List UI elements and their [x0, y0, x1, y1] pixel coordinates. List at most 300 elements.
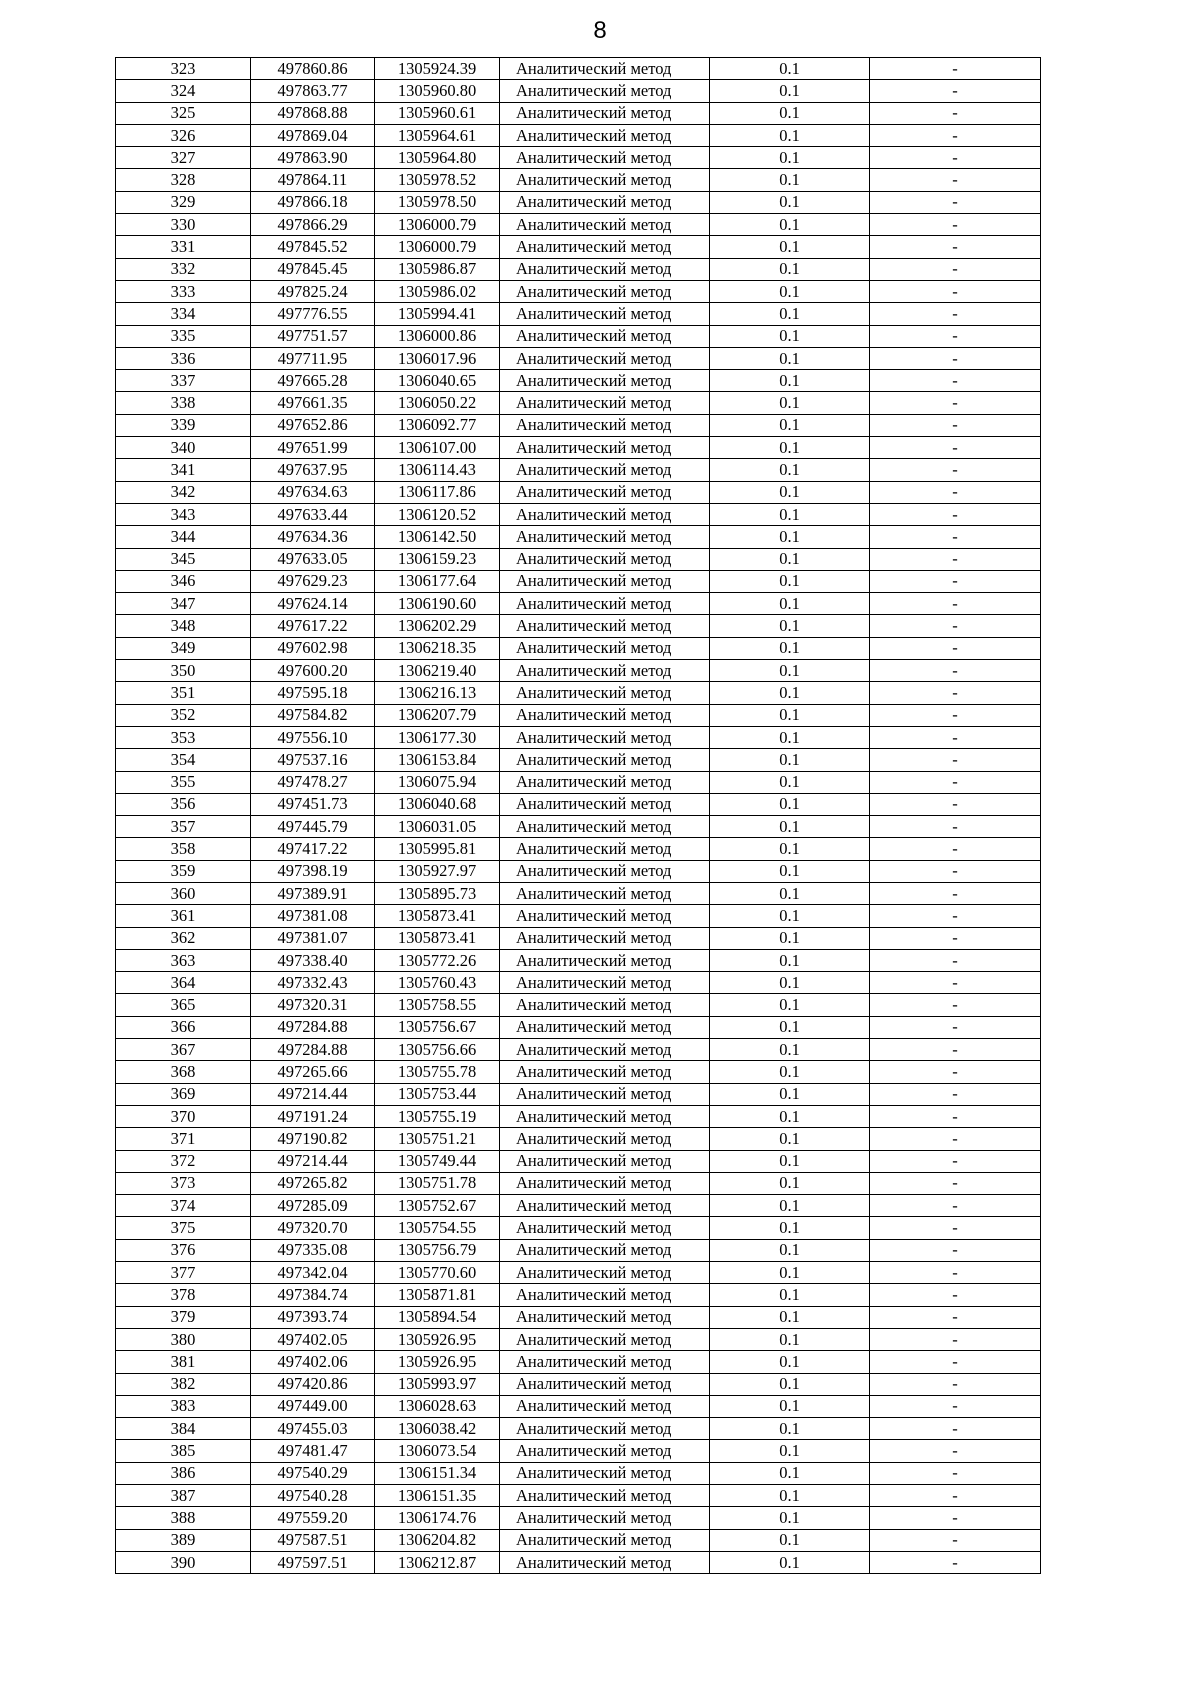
x-coordinate-cell: 497398.19	[251, 860, 375, 882]
y-coordinate-cell: 1305986.02	[375, 280, 500, 302]
y-coordinate-cell: 1306107.00	[375, 437, 500, 459]
note-cell: -	[870, 1061, 1041, 1083]
table-row	[116, 860, 1041, 882]
y-coordinate-cell: 1305755.19	[375, 1105, 500, 1127]
y-coordinate-cell: 1306202.29	[375, 615, 500, 637]
table-row	[116, 1262, 1041, 1284]
y-coordinate-cell: 1305753.44	[375, 1083, 500, 1105]
x-coordinate-cell: 497629.23	[251, 570, 375, 592]
y-coordinate-cell: 1305927.97	[375, 860, 500, 882]
accuracy-cell: 0.1	[710, 637, 870, 659]
table-row	[116, 548, 1041, 570]
table-row	[116, 1306, 1041, 1328]
method-cell: Аналитический метод	[500, 1485, 710, 1507]
table-row	[116, 726, 1041, 748]
x-coordinate-cell: 497559.20	[251, 1507, 375, 1529]
note-cell: -	[870, 481, 1041, 503]
method-cell: Аналитический метод	[500, 1039, 710, 1061]
y-coordinate-cell: 1305751.21	[375, 1128, 500, 1150]
table-row	[116, 1016, 1041, 1038]
accuracy-cell: 0.1	[710, 169, 870, 191]
point-number-cell: 334	[116, 303, 251, 325]
table-row	[116, 1083, 1041, 1105]
method-cell: Аналитический метод	[500, 972, 710, 994]
method-cell: Аналитический метод	[500, 1395, 710, 1417]
method-cell: Аналитический метод	[500, 1239, 710, 1261]
method-cell: Аналитический метод	[500, 503, 710, 525]
table-row	[116, 169, 1041, 191]
method-cell: Аналитический метод	[500, 905, 710, 927]
method-cell: Аналитический метод	[500, 191, 710, 213]
table-row	[116, 124, 1041, 146]
method-cell: Аналитический метод	[500, 593, 710, 615]
y-coordinate-cell: 1306159.23	[375, 548, 500, 570]
method-cell: Аналитический метод	[500, 526, 710, 548]
accuracy-cell: 0.1	[710, 124, 870, 146]
note-cell: -	[870, 1195, 1041, 1217]
y-coordinate-cell: 1305924.39	[375, 58, 500, 80]
x-coordinate-cell: 497711.95	[251, 347, 375, 369]
note-cell: -	[870, 570, 1041, 592]
note-cell: -	[870, 905, 1041, 927]
table-row	[116, 1462, 1041, 1484]
x-coordinate-cell: 497338.40	[251, 949, 375, 971]
y-coordinate-cell: 1305756.66	[375, 1039, 500, 1061]
accuracy-cell: 0.1	[710, 1440, 870, 1462]
y-coordinate-cell: 1306000.79	[375, 236, 500, 258]
y-coordinate-cell: 1305755.78	[375, 1061, 500, 1083]
y-coordinate-cell: 1305986.87	[375, 258, 500, 280]
point-number-cell: 380	[116, 1328, 251, 1350]
method-cell: Аналитический метод	[500, 1351, 710, 1373]
x-coordinate-cell: 497481.47	[251, 1440, 375, 1462]
point-number-cell: 379	[116, 1306, 251, 1328]
table-row	[116, 258, 1041, 280]
x-coordinate-cell: 497825.24	[251, 280, 375, 302]
accuracy-cell: 0.1	[710, 347, 870, 369]
note-cell: -	[870, 347, 1041, 369]
note-cell: -	[870, 1083, 1041, 1105]
note-cell: -	[870, 593, 1041, 615]
note-cell: -	[870, 437, 1041, 459]
table-row	[116, 949, 1041, 971]
accuracy-cell: 0.1	[710, 1039, 870, 1061]
y-coordinate-cell: 1305871.81	[375, 1284, 500, 1306]
note-cell: -	[870, 1529, 1041, 1551]
note-cell: -	[870, 1351, 1041, 1373]
accuracy-cell: 0.1	[710, 258, 870, 280]
accuracy-cell: 0.1	[710, 704, 870, 726]
note-cell: -	[870, 124, 1041, 146]
y-coordinate-cell: 1306092.77	[375, 414, 500, 436]
accuracy-cell: 0.1	[710, 1507, 870, 1529]
y-coordinate-cell: 1305873.41	[375, 905, 500, 927]
accuracy-cell: 0.1	[710, 860, 870, 882]
note-cell: -	[870, 637, 1041, 659]
x-coordinate-cell: 497866.18	[251, 191, 375, 213]
point-number-cell: 362	[116, 927, 251, 949]
note-cell: -	[870, 1373, 1041, 1395]
method-cell: Аналитический метод	[500, 325, 710, 347]
y-coordinate-cell: 1305758.55	[375, 994, 500, 1016]
table-row	[116, 1440, 1041, 1462]
x-coordinate-cell: 497540.28	[251, 1485, 375, 1507]
x-coordinate-cell: 497445.79	[251, 816, 375, 838]
method-cell: Аналитический метод	[500, 1551, 710, 1573]
point-number-cell: 328	[116, 169, 251, 191]
x-coordinate-cell: 497845.45	[251, 258, 375, 280]
x-coordinate-cell: 497556.10	[251, 726, 375, 748]
table-row	[116, 347, 1041, 369]
x-coordinate-cell: 497537.16	[251, 749, 375, 771]
y-coordinate-cell: 1305960.80	[375, 80, 500, 102]
method-cell: Аналитический метод	[500, 437, 710, 459]
y-coordinate-cell: 1306073.54	[375, 1440, 500, 1462]
point-number-cell: 348	[116, 615, 251, 637]
method-cell: Аналитический метод	[500, 771, 710, 793]
note-cell: -	[870, 1172, 1041, 1194]
x-coordinate-cell: 497393.74	[251, 1306, 375, 1328]
table-row	[116, 1150, 1041, 1172]
point-number-cell: 323	[116, 58, 251, 80]
method-cell: Аналитический метод	[500, 370, 710, 392]
method-cell: Аналитический метод	[500, 615, 710, 637]
method-cell: Аналитический метод	[500, 660, 710, 682]
point-number-cell: 367	[116, 1039, 251, 1061]
y-coordinate-cell: 1306017.96	[375, 347, 500, 369]
y-coordinate-cell: 1306190.60	[375, 593, 500, 615]
accuracy-cell: 0.1	[710, 1351, 870, 1373]
note-cell: -	[870, 214, 1041, 236]
table-row	[116, 1061, 1041, 1083]
accuracy-cell: 0.1	[710, 771, 870, 793]
note-cell: -	[870, 392, 1041, 414]
x-coordinate-cell: 497455.03	[251, 1418, 375, 1440]
method-cell: Аналитический метод	[500, 726, 710, 748]
method-cell: Аналитический метод	[500, 1373, 710, 1395]
point-number-cell: 324	[116, 80, 251, 102]
y-coordinate-cell: 1306114.43	[375, 459, 500, 481]
table-row	[116, 771, 1041, 793]
y-coordinate-cell: 1305964.61	[375, 124, 500, 146]
accuracy-cell: 0.1	[710, 927, 870, 949]
point-number-cell: 339	[116, 414, 251, 436]
point-number-cell: 346	[116, 570, 251, 592]
accuracy-cell: 0.1	[710, 526, 870, 548]
table-row	[116, 1195, 1041, 1217]
accuracy-cell: 0.1	[710, 191, 870, 213]
accuracy-cell: 0.1	[710, 370, 870, 392]
note-cell: -	[870, 414, 1041, 436]
note-cell: -	[870, 949, 1041, 971]
note-cell: -	[870, 1485, 1041, 1507]
table-row	[116, 280, 1041, 302]
method-cell: Аналитический метод	[500, 347, 710, 369]
table-row	[116, 1351, 1041, 1373]
y-coordinate-cell: 1306204.82	[375, 1529, 500, 1551]
table-row	[116, 526, 1041, 548]
y-coordinate-cell: 1305964.80	[375, 147, 500, 169]
point-number-cell: 329	[116, 191, 251, 213]
table-row	[116, 80, 1041, 102]
note-cell: -	[870, 816, 1041, 838]
y-coordinate-cell: 1305772.26	[375, 949, 500, 971]
x-coordinate-cell: 497381.07	[251, 927, 375, 949]
point-number-cell: 369	[116, 1083, 251, 1105]
point-number-cell: 372	[116, 1150, 251, 1172]
point-number-cell: 360	[116, 882, 251, 904]
note-cell: -	[870, 749, 1041, 771]
note-cell: -	[870, 771, 1041, 793]
y-coordinate-cell: 1306218.35	[375, 637, 500, 659]
note-cell: -	[870, 838, 1041, 860]
x-coordinate-cell: 497384.74	[251, 1284, 375, 1306]
table-row	[116, 459, 1041, 481]
x-coordinate-cell: 497869.04	[251, 124, 375, 146]
note-cell: -	[870, 726, 1041, 748]
y-coordinate-cell: 1305760.43	[375, 972, 500, 994]
method-cell: Аналитический метод	[500, 1306, 710, 1328]
note-cell: -	[870, 793, 1041, 815]
accuracy-cell: 0.1	[710, 325, 870, 347]
point-number-cell: 390	[116, 1551, 251, 1573]
method-cell: Аналитический метод	[500, 80, 710, 102]
x-coordinate-cell: 497624.14	[251, 593, 375, 615]
y-coordinate-cell: 1305749.44	[375, 1150, 500, 1172]
table-row	[116, 882, 1041, 904]
table-row	[116, 838, 1041, 860]
note-cell: -	[870, 860, 1041, 882]
table-row	[116, 1507, 1041, 1529]
note-cell: -	[870, 325, 1041, 347]
point-number-cell: 326	[116, 124, 251, 146]
note-cell: -	[870, 1306, 1041, 1328]
y-coordinate-cell: 1306212.87	[375, 1551, 500, 1573]
x-coordinate-cell: 497637.95	[251, 459, 375, 481]
point-number-cell: 373	[116, 1172, 251, 1194]
x-coordinate-cell: 497652.86	[251, 414, 375, 436]
point-number-cell: 366	[116, 1016, 251, 1038]
y-coordinate-cell: 1306219.40	[375, 660, 500, 682]
note-cell: -	[870, 1328, 1041, 1350]
table-row	[116, 214, 1041, 236]
accuracy-cell: 0.1	[710, 147, 870, 169]
x-coordinate-cell: 497332.43	[251, 972, 375, 994]
note-cell: -	[870, 526, 1041, 548]
note-cell: -	[870, 1395, 1041, 1417]
method-cell: Аналитический метод	[500, 994, 710, 1016]
point-number-cell: 389	[116, 1529, 251, 1551]
y-coordinate-cell: 1306216.13	[375, 682, 500, 704]
method-cell: Аналитический метод	[500, 570, 710, 592]
accuracy-cell: 0.1	[710, 80, 870, 102]
x-coordinate-cell: 497449.00	[251, 1395, 375, 1417]
x-coordinate-cell: 497342.04	[251, 1262, 375, 1284]
table-row	[116, 1039, 1041, 1061]
point-number-cell: 385	[116, 1440, 251, 1462]
point-number-cell: 375	[116, 1217, 251, 1239]
point-number-cell: 384	[116, 1418, 251, 1440]
table-row	[116, 749, 1041, 771]
point-number-cell: 341	[116, 459, 251, 481]
table-row	[116, 303, 1041, 325]
note-cell: -	[870, 927, 1041, 949]
x-coordinate-cell: 497864.11	[251, 169, 375, 191]
method-cell: Аналитический метод	[500, 1262, 710, 1284]
y-coordinate-cell: 1306207.79	[375, 704, 500, 726]
accuracy-cell: 0.1	[710, 882, 870, 904]
method-cell: Аналитический метод	[500, 1061, 710, 1083]
method-cell: Аналитический метод	[500, 1507, 710, 1529]
x-coordinate-cell: 497265.82	[251, 1172, 375, 1194]
table-row	[116, 437, 1041, 459]
table-row	[116, 1328, 1041, 1350]
x-coordinate-cell: 497633.44	[251, 503, 375, 525]
method-cell: Аналитический метод	[500, 1016, 710, 1038]
note-cell: -	[870, 972, 1041, 994]
method-cell: Аналитический метод	[500, 258, 710, 280]
table-row	[116, 793, 1041, 815]
accuracy-cell: 0.1	[710, 503, 870, 525]
accuracy-cell: 0.1	[710, 1172, 870, 1194]
accuracy-cell: 0.1	[710, 437, 870, 459]
x-coordinate-cell: 497540.29	[251, 1462, 375, 1484]
table-row	[116, 615, 1041, 637]
y-coordinate-cell: 1305926.95	[375, 1351, 500, 1373]
table-row	[116, 1105, 1041, 1127]
x-coordinate-cell: 497634.63	[251, 481, 375, 503]
accuracy-cell: 0.1	[710, 1418, 870, 1440]
method-cell: Аналитический метод	[500, 303, 710, 325]
point-number-cell: 336	[116, 347, 251, 369]
method-cell: Аналитический метод	[500, 793, 710, 815]
point-number-cell: 354	[116, 749, 251, 771]
method-cell: Аналитический метод	[500, 682, 710, 704]
note-cell: -	[870, 370, 1041, 392]
point-number-cell: 331	[116, 236, 251, 258]
point-number-cell: 333	[116, 280, 251, 302]
point-number-cell: 358	[116, 838, 251, 860]
y-coordinate-cell: 1305756.67	[375, 1016, 500, 1038]
x-coordinate-cell: 497633.05	[251, 548, 375, 570]
method-cell: Аналитический метод	[500, 749, 710, 771]
note-cell: -	[870, 1217, 1041, 1239]
point-number-cell: 368	[116, 1061, 251, 1083]
method-cell: Аналитический метод	[500, 548, 710, 570]
x-coordinate-cell: 497751.57	[251, 325, 375, 347]
y-coordinate-cell: 1306050.22	[375, 392, 500, 414]
y-coordinate-cell: 1305926.95	[375, 1328, 500, 1350]
table-row	[116, 927, 1041, 949]
method-cell: Аналитический метод	[500, 838, 710, 860]
accuracy-cell: 0.1	[710, 548, 870, 570]
note-cell: -	[870, 1440, 1041, 1462]
y-coordinate-cell: 1306040.68	[375, 793, 500, 815]
accuracy-cell: 0.1	[710, 303, 870, 325]
table-row	[116, 370, 1041, 392]
table-row	[116, 1485, 1041, 1507]
method-cell: Аналитический метод	[500, 124, 710, 146]
note-cell: -	[870, 704, 1041, 726]
accuracy-cell: 0.1	[710, 816, 870, 838]
y-coordinate-cell: 1306151.35	[375, 1485, 500, 1507]
method-cell: Аналитический метод	[500, 169, 710, 191]
y-coordinate-cell: 1305995.81	[375, 838, 500, 860]
method-cell: Аналитический метод	[500, 459, 710, 481]
x-coordinate-cell: 497860.86	[251, 58, 375, 80]
y-coordinate-cell: 1306038.42	[375, 1418, 500, 1440]
note-cell: -	[870, 1128, 1041, 1150]
accuracy-cell: 0.1	[710, 1395, 870, 1417]
table-row	[116, 660, 1041, 682]
y-coordinate-cell: 1305751.78	[375, 1172, 500, 1194]
method-cell: Аналитический метод	[500, 927, 710, 949]
point-number-cell: 359	[116, 860, 251, 882]
accuracy-cell: 0.1	[710, 236, 870, 258]
y-coordinate-cell: 1305978.50	[375, 191, 500, 213]
note-cell: -	[870, 1016, 1041, 1038]
x-coordinate-cell: 497863.90	[251, 147, 375, 169]
point-number-cell: 387	[116, 1485, 251, 1507]
accuracy-cell: 0.1	[710, 1105, 870, 1127]
note-cell: -	[870, 1262, 1041, 1284]
method-cell: Аналитический метод	[500, 949, 710, 971]
y-coordinate-cell: 1305754.55	[375, 1217, 500, 1239]
note-cell: -	[870, 236, 1041, 258]
x-coordinate-cell: 497776.55	[251, 303, 375, 325]
table-row	[116, 816, 1041, 838]
note-cell: -	[870, 58, 1041, 80]
accuracy-cell: 0.1	[710, 1061, 870, 1083]
accuracy-cell: 0.1	[710, 593, 870, 615]
table-row	[116, 1418, 1041, 1440]
note-cell: -	[870, 258, 1041, 280]
coordinates-table	[115, 57, 1041, 1574]
note-cell: -	[870, 615, 1041, 637]
note-cell: -	[870, 80, 1041, 102]
point-number-cell: 363	[116, 949, 251, 971]
accuracy-cell: 0.1	[710, 1150, 870, 1172]
note-cell: -	[870, 660, 1041, 682]
x-coordinate-cell: 497651.99	[251, 437, 375, 459]
accuracy-cell: 0.1	[710, 1262, 870, 1284]
accuracy-cell: 0.1	[710, 1373, 870, 1395]
accuracy-cell: 0.1	[710, 1306, 870, 1328]
y-coordinate-cell: 1305960.61	[375, 102, 500, 124]
y-coordinate-cell: 1306142.50	[375, 526, 500, 548]
point-number-cell: 371	[116, 1128, 251, 1150]
y-coordinate-cell: 1305978.52	[375, 169, 500, 191]
accuracy-cell: 0.1	[710, 1284, 870, 1306]
x-coordinate-cell: 497284.88	[251, 1016, 375, 1038]
point-number-cell: 383	[116, 1395, 251, 1417]
y-coordinate-cell: 1306151.34	[375, 1462, 500, 1484]
method-cell: Аналитический метод	[500, 1529, 710, 1551]
point-number-cell: 350	[116, 660, 251, 682]
point-number-cell: 351	[116, 682, 251, 704]
table-row	[116, 1529, 1041, 1551]
method-cell: Аналитический метод	[500, 414, 710, 436]
accuracy-cell: 0.1	[710, 1016, 870, 1038]
table-row	[116, 1128, 1041, 1150]
y-coordinate-cell: 1306040.65	[375, 370, 500, 392]
method-cell: Аналитический метод	[500, 1150, 710, 1172]
x-coordinate-cell: 497214.44	[251, 1083, 375, 1105]
x-coordinate-cell: 497597.51	[251, 1551, 375, 1573]
note-cell: -	[870, 102, 1041, 124]
point-number-cell: 332	[116, 258, 251, 280]
x-coordinate-cell: 497451.73	[251, 793, 375, 815]
